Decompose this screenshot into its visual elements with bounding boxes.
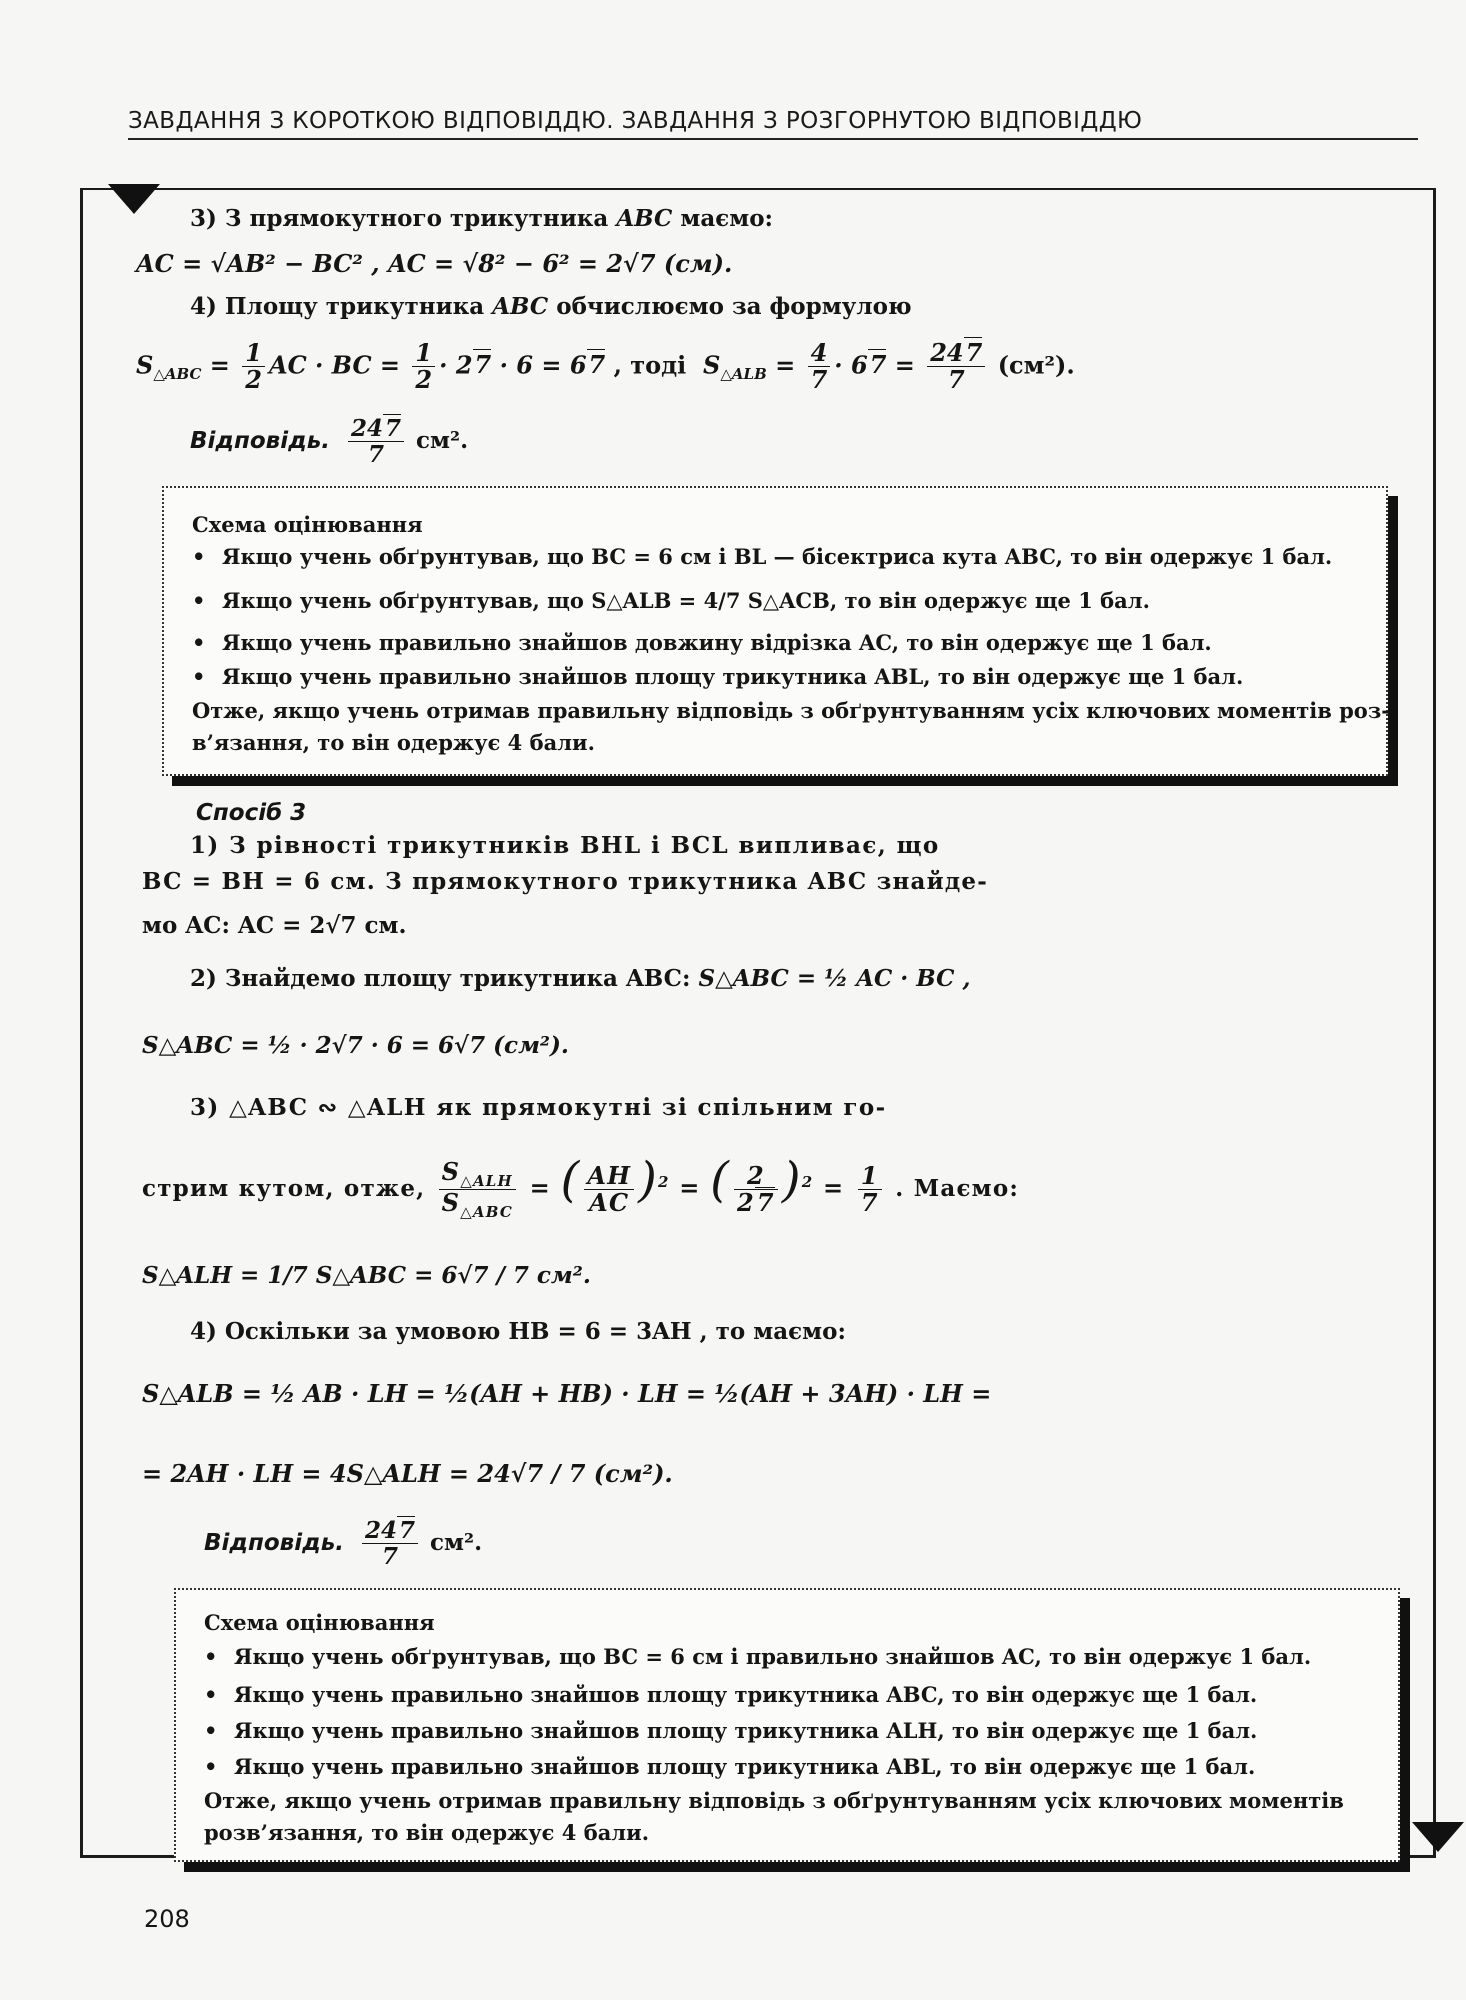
area-unit: (см²). [997, 350, 1075, 380]
answer-unit: см². [416, 426, 469, 454]
scheme-item: • Якщо учень обґрунтував, що BC = 6 см і BL — бісектриса кута ABC, то він одержує 1 бал. [192, 544, 1333, 569]
answer-label: Відповідь. [190, 427, 330, 454]
answer-label: Відповідь. [204, 1529, 344, 1556]
p2-line-7-end: . Маємо: [895, 1175, 1020, 1202]
area-todi: , тоді [613, 350, 687, 380]
step3-line [190, 205, 773, 233]
step4-line [190, 293, 912, 321]
step4-text: 4) Площу трикутника [190, 293, 493, 320]
scheme-conclusion-1: Отже, якщо учень отримав правильну відповідь з обґрунтуванням усіх ключових моментів роз- [192, 698, 1390, 723]
p2-line-4 [190, 965, 970, 993]
scheme-item: • Якщо учень правильно знайшов площу трикутника ABC, то він одержує ще 1 бал. [204, 1682, 1258, 1707]
p2-line-4-text: 2) Знайдемо площу трикутника ABC: [190, 965, 691, 992]
scheme-item: • Якщо учень обґрунтував, що S△ALB = 4/7 S△ACB, то він одержує ще 1 бал. [192, 588, 1150, 613]
scheme-item: • Якщо учень правильно знайшов площу трикутника ALH, то він одержує ще 1 бал. [204, 1718, 1258, 1743]
p2-line-5: S△ABC = ½ · 2√7 · 6 = 6√7 (см²). [142, 1032, 569, 1059]
p2-line-10: S△ALB = ½ AB · LH = ½(AH + HB) · LH = ½(AH + 3AH) · LH = [142, 1379, 992, 1408]
p2-line-4-formula: S△ABC = ½ AC · BC , [698, 965, 971, 992]
answer-2: Відповідь. $\frac{247}{7}$ см². [204, 1517, 483, 1571]
grading-scheme-1 [162, 486, 1388, 776]
scheme-item: • Якщо учень правильно знайшов площу трикутника ABL, то він одержує ще 1 бал. [192, 664, 1244, 689]
page-header: ЗАВДАННЯ З КОРОТКОЮ ВІДПОВІДДЮ. ЗАВДАННЯ З РОЗГОРНУТОЮ ВІДПОВІДДЮ [128, 108, 1418, 140]
step4-abc: ABC [492, 293, 549, 320]
scheme-item: • Якщо учень обґрунтував, що BC = 6 см і правильно знайшов AC, то він одержує 1 бал. [204, 1644, 1312, 1669]
formula-ac: AC = √AB² − BC² , AC = √8² − 6² = 2√7 (см). [136, 249, 733, 278]
p2-line-9: 4) Оскільки за умовою HB = 6 = 3AH , то маємо: [190, 1318, 846, 1345]
scheme-item: • Якщо учень правильно знайшов площу трикутника ABL, то він одержує ще 1 бал. [204, 1754, 1256, 1779]
triangle-marker-top [108, 184, 160, 214]
step3-text: 3) З прямокутного трикутника [190, 205, 617, 232]
p2-line-1: 1) З рівності трикутників BHL і BCL випливає, що [190, 832, 940, 859]
page-number: 208 [144, 1905, 190, 1933]
scheme-title: Схема оцінювання [204, 1610, 435, 1635]
p2-line-11: = 2AH · LH = 4S△ALH = 24√7 / 7 (см²). [142, 1459, 673, 1488]
p2-line-8: S△ALH = 1/7 S△ABC = 6√7 / 7 см². [142, 1262, 591, 1289]
grading-scheme-2 [174, 1588, 1400, 1862]
p2-line-7-start: стрим кутом, отже, [142, 1175, 426, 1202]
step3-end: маємо: [672, 205, 774, 232]
p2-line-2: BC = BH = 6 см. З прямокутного трикутника ABC знайде- [142, 868, 988, 895]
scheme-conclusion-2: розв’язання, то він одержує 4 бали. [204, 1820, 649, 1845]
scheme-conclusion-1: Отже, якщо учень отримав правильну відповідь з обґрунтуванням усіх ключових моментів [204, 1788, 1344, 1813]
p2-line-7: стрим кутом, отже, $\frac{S_{\triangle ALH}}{S_{\triangle ABC}}$ = ( $\frac{AH}{AC}$ )$^2$ = ( $\frac{2}{27}$ )$^2$ = $\frac{1}{7}$ . Маємо: [142, 1152, 1020, 1221]
scheme-item: • Якщо учень правильно знайшов довжину відрізка AC, то він одержує ще 1 бал. [192, 630, 1212, 655]
triangle-marker-bottom [1412, 1822, 1464, 1852]
area-formula: $S_{\triangle ABC}$ = $\frac{1}{2}$ AC · BC = $\frac{1}{2}$ · 27 · 6 = 67 , тоді $S_{\triangle ALB}$ = $\frac{4}{7}$ · 67 = $\frac{247}{7}$ (см²). [136, 338, 1075, 395]
answer-unit: см². [430, 1528, 483, 1556]
scheme-conclusion-2: в’язання, то він одержує 4 бали. [192, 730, 595, 755]
p2-line-3: мо AC: AC = 2√7 см. [142, 912, 407, 939]
scheme-title: Схема оцінювання [192, 512, 423, 537]
answer-1: Відповідь. $\frac{247}{7}$ см². [190, 415, 469, 469]
method-title: Спосіб 3 [196, 800, 307, 826]
step4-end: обчислюємо за формулою [548, 293, 912, 320]
step3-abc: ABC [616, 205, 673, 232]
p2-line-6: 3) △ABC ∾ △ALH як прямокутні зі спільним го- [190, 1094, 887, 1121]
